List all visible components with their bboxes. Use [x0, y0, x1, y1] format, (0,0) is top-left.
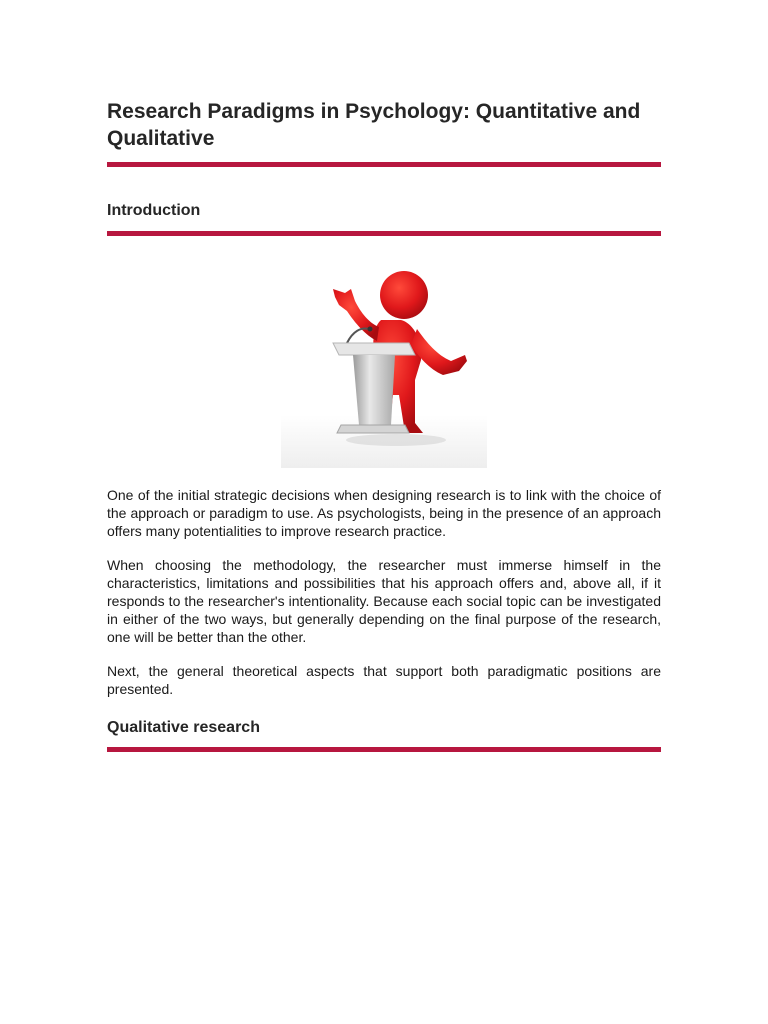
- paragraph-intro-1: One of the initial strategic decisions when designing research is to link with the choice of the approach or paradigm to use. As psychologists, being in the presence of an approach offers many potentialities to improve research practice.: [107, 487, 661, 539]
- paragraph-intro-3: Next, the general theoretical aspects that support both paradigmatic positions are presented.: [107, 663, 661, 698]
- paragraph-intro-2: When choosing the methodology, the researcher must immerse himself in the characteristics, limitations and possibilities that his approach offers and, above all, if it responds to the researcher's intentionality. Because each social topic can be investigated in either of the two ways, but generally depending on the final purpose of the research, one will be better than the other.: [107, 557, 661, 645]
- title-divider: [107, 162, 661, 167]
- page-title: Research Paradigms in Psychology: Quantitative and Qualitative: [107, 100, 641, 150]
- speaker-illustration: [281, 265, 487, 468]
- introduction-divider: [107, 231, 661, 236]
- section-heading-introduction: Introduction: [107, 202, 201, 219]
- section-heading-qualitative-research: Qualitative research: [107, 718, 260, 736]
- qualitative-research-divider: [107, 747, 661, 752]
- speaker-at-podium-icon: [281, 265, 487, 468]
- document-page: [107, 98, 661, 752]
